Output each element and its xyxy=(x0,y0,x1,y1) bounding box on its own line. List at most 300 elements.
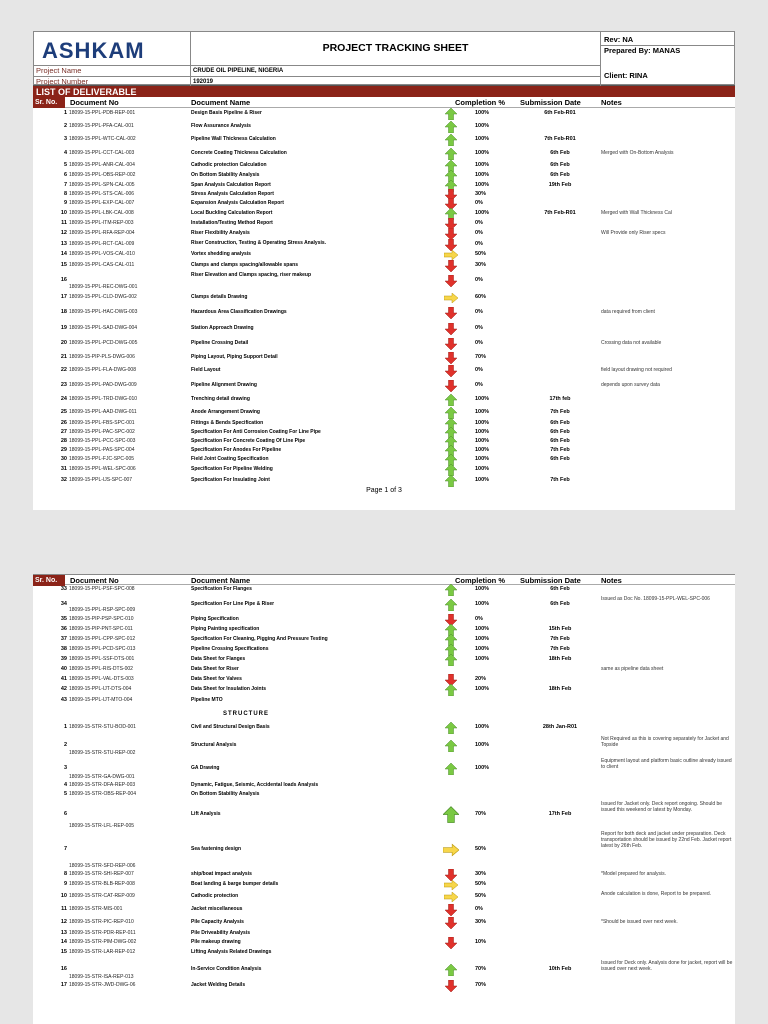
row-number: 8 xyxy=(63,871,67,877)
document-number: 18099-15-PPL-REC-DWG-001 xyxy=(69,284,138,290)
row-number: 20 xyxy=(60,339,67,346)
document-name: Piping Specification xyxy=(191,615,239,622)
document-number: 18099-15-PPL-PCC-SPC-003 xyxy=(69,437,136,444)
table-row xyxy=(33,735,735,757)
row-number: 7 xyxy=(63,846,67,852)
row-number: 37 xyxy=(60,636,67,642)
col-notes: Notes xyxy=(601,576,622,585)
completion-percent: 30% xyxy=(475,918,487,925)
row-number: 30 xyxy=(60,456,67,462)
document-number: 18099-15-PPL-HAC-DWG-003 xyxy=(69,309,138,315)
document-name: Pile Capacity Analysis xyxy=(191,918,244,925)
completion-percent: 100% xyxy=(475,656,490,662)
document-number: 18099-15-STR-OBS-REP-004 xyxy=(69,791,136,797)
completion-percent: 100% xyxy=(475,110,490,116)
table-row xyxy=(33,675,735,685)
row-number: 15 xyxy=(60,261,67,268)
document-name: Specification For Anodes For Pipeline xyxy=(191,446,282,453)
row-number: 21 xyxy=(60,353,67,360)
completion-percent: 0% xyxy=(475,367,483,373)
completion-percent: 0% xyxy=(475,240,483,247)
arrow-up-icon xyxy=(443,721,459,735)
table-row xyxy=(33,455,735,465)
row-number: 1 xyxy=(63,724,67,730)
row-number: 15 xyxy=(60,949,67,955)
arrow-down-icon xyxy=(443,305,459,321)
submission-date: 7th Feb xyxy=(550,409,570,415)
notes: Anode calculation is done, Report to be prepared. xyxy=(601,891,712,897)
col-document-name: Document Name xyxy=(191,98,251,107)
table-row xyxy=(33,890,735,904)
table-row xyxy=(33,959,735,981)
table-row xyxy=(33,336,735,351)
arrow-down-icon xyxy=(443,229,459,239)
document-number: 18099-15-PIP-PNT-SPC-011 xyxy=(69,626,133,632)
document-name: Civil and Structural Design Basis xyxy=(191,724,270,730)
col-notes: Notes xyxy=(601,98,622,107)
table-row xyxy=(33,880,735,890)
row-number: 40 xyxy=(60,666,67,672)
completion-percent: 50% xyxy=(475,846,487,852)
submission-date: 7th Feb xyxy=(550,646,570,652)
document-number: 18099-15-PPL-RFA-REP-004 xyxy=(69,230,135,236)
table-row xyxy=(33,614,735,625)
document-name: Specification For Anti Corrosion Coating For Line Pipe xyxy=(191,429,321,435)
table-row xyxy=(33,321,735,336)
column-header-row xyxy=(33,97,735,108)
document-number: 18099-15-STR-PIM-DWG-002 xyxy=(69,938,137,945)
arrow-up-icon xyxy=(443,475,459,487)
document-name: Pipeline MTO xyxy=(191,697,223,703)
completion-percent: 70% xyxy=(475,353,487,360)
table-row xyxy=(33,351,735,364)
submission-date: 6th Feb xyxy=(550,419,570,426)
col-document-no: Document No xyxy=(70,576,119,585)
submission-date: 19th Feb xyxy=(548,181,572,188)
table-row xyxy=(33,120,735,133)
completion-percent: 0% xyxy=(475,230,483,236)
col-sr-no: Sr. No. xyxy=(33,575,65,586)
completion-percent: 100% xyxy=(475,396,490,402)
document-number: 18099-15-PPL-VOS-CAL-010 xyxy=(69,251,135,257)
completion-percent: 50% xyxy=(475,881,487,887)
document-name: Pipeline Crossing Specifications xyxy=(191,646,269,652)
completion-percent: 100% xyxy=(475,419,490,426)
table-row xyxy=(33,219,735,229)
table-row xyxy=(33,393,735,407)
table-row xyxy=(33,133,735,147)
table-row xyxy=(33,446,735,455)
document-name: Data Sheet for Insulation Joints xyxy=(191,686,267,692)
document-number: 18099-15-PPL-OBS-REP-002 xyxy=(69,172,136,178)
table-row xyxy=(33,305,735,321)
table-row xyxy=(33,260,735,271)
arrow-up-icon xyxy=(443,108,459,120)
completion-percent: 50% xyxy=(475,893,487,899)
completion-percent: 100% xyxy=(475,686,490,692)
project-name-label: Project Name xyxy=(34,66,191,76)
document-name: Specification For Cleaning, Pigging And Pressure Testing xyxy=(191,636,328,642)
table-row xyxy=(33,830,735,870)
document-number: 18099-15-PPL-LBK-CAL-008 xyxy=(69,210,134,216)
document-name: Station Approach Drawing xyxy=(191,324,254,331)
notes: Merged with Wall Thickness Cal xyxy=(601,210,672,216)
arrow-down-icon xyxy=(443,321,459,336)
table-row xyxy=(33,161,735,171)
document-name: Anode Arrangement Drawing xyxy=(191,409,260,415)
document-name: Flow Assurance Analysis xyxy=(191,122,251,129)
document-number: 18099-15-STR-BLB-REP-008 xyxy=(69,881,135,887)
table-row xyxy=(33,635,735,645)
arrow-up-icon xyxy=(443,393,459,407)
notes: Equipment layout and platform basic outline already issued to client xyxy=(601,758,732,770)
row-number: 4 xyxy=(63,150,67,156)
row-number: 14 xyxy=(60,938,67,945)
col-document-no: Document No xyxy=(70,98,119,107)
prepared-by: Prepared By: MANAS xyxy=(604,46,681,55)
completion-percent: 0% xyxy=(475,309,483,315)
arrow-down-icon xyxy=(443,378,459,393)
row-number: 2 xyxy=(63,742,67,748)
document-number: 18099-15-PPL-SSF-DTS-001 xyxy=(69,656,135,662)
document-name: Design Basis Pipeline & Riser xyxy=(191,110,262,116)
table-row xyxy=(33,171,735,181)
row-number: 36 xyxy=(60,626,67,632)
row-number: 42 xyxy=(60,686,67,692)
row-number: 6 xyxy=(63,172,67,178)
arrow-down-icon xyxy=(443,915,459,930)
arrow-right-icon xyxy=(443,880,459,890)
arrow-up-icon xyxy=(443,147,459,161)
table-row xyxy=(33,239,735,250)
completion-percent: 100% xyxy=(475,765,490,771)
document-number: 18099-15-PPL-RIS-DTS-002 xyxy=(69,666,133,672)
row-number: 27 xyxy=(60,428,67,435)
arrow-down-icon xyxy=(443,351,459,364)
document-number: 18099-15-PPL-RSP-SPC-009 xyxy=(69,607,136,613)
document-name: Dynamic, Fatigue, Seismic, Accidental loads Analysis xyxy=(191,782,319,788)
notes: Issued as Doc No. 18099-15-PPL-WEL-SPC-006 xyxy=(601,596,710,602)
document-number: 18099-15-PPL-PFA-CAL-001 xyxy=(69,122,134,129)
row-number: 11 xyxy=(61,905,67,912)
document-number: 18099-15-PPL-PAD-DWG-009 xyxy=(69,381,137,388)
row-number: 24 xyxy=(60,396,67,402)
section-heading-row xyxy=(33,707,735,721)
completion-percent: 60% xyxy=(475,294,487,300)
arrow-down-icon xyxy=(443,364,459,378)
document-number: 18099-15-STR-SHI-REP-007 xyxy=(69,871,134,877)
completion-percent: 100% xyxy=(475,122,490,129)
document-number: 18099-15-STR-LFL-REP-005 xyxy=(69,823,135,829)
document-name: Clamps and clamps spacing/allowable spans xyxy=(191,261,298,268)
submission-date: 6th Feb xyxy=(550,600,570,607)
completion-percent: 30% xyxy=(475,261,487,268)
completion-percent: 100% xyxy=(475,437,490,444)
row-number: 9 xyxy=(63,200,67,206)
notes: same as pipeline data sheet xyxy=(601,666,664,672)
table-row xyxy=(33,585,735,595)
table-row xyxy=(33,781,735,790)
document-number: 18099-15-PPL-TRD-DWG-010 xyxy=(69,396,138,402)
row-number: 10 xyxy=(60,210,67,216)
table-row xyxy=(33,378,735,393)
completion-percent: 100% xyxy=(475,724,490,730)
row-number: 7 xyxy=(63,181,67,188)
row-number: 13 xyxy=(60,240,67,247)
document-number: 18099-15-PPL-RCT-CAL-009 xyxy=(69,240,135,247)
empty-status-icon xyxy=(443,695,459,707)
document-number: 18099-15-PIP-PLS-DWG-006 xyxy=(69,353,135,360)
table-row xyxy=(33,419,735,428)
arrow-down-icon xyxy=(443,981,459,991)
table-row xyxy=(33,790,735,800)
row-number: 12 xyxy=(60,230,67,236)
row-number: 5 xyxy=(63,162,67,168)
document-number: 18099-15-PPL-AAD-DWG-011 xyxy=(69,409,137,415)
row-number: 19 xyxy=(60,324,67,331)
document-number: 18099-15-STR-PDR-REP-011 xyxy=(69,930,136,936)
table-row xyxy=(33,108,735,120)
submission-date: 18th Feb xyxy=(548,656,572,662)
empty-status-icon xyxy=(443,947,459,959)
document-number: 18099-15-PPL-CPP-SPC-012 xyxy=(69,636,136,642)
table-row xyxy=(33,800,735,830)
document-name: Pipeline Wall Thickness Calculation xyxy=(191,136,276,142)
document-number: 18099-15-PPL-PDB-REP-001 xyxy=(69,110,136,116)
document-name: Data Sheet for Valves xyxy=(191,676,242,682)
col-completion: Completion % xyxy=(455,98,505,107)
document-name: Structural Analysis xyxy=(191,742,237,748)
completion-percent: 0% xyxy=(475,200,483,206)
document-number: 18099-15-PPL-CLD-DWG-002 xyxy=(69,294,137,300)
table-row xyxy=(33,291,735,305)
document-name: Trenching detail drawing xyxy=(191,396,250,402)
document-name: Pipeline Crossing Detail xyxy=(191,339,249,346)
arrow-up-icon xyxy=(443,585,459,595)
row-number: 16 xyxy=(60,966,67,972)
document-number: 18099-15-PPL-FJC-SPC-005 xyxy=(69,456,135,462)
document-number: 18099-15-STR-PIC-REP-010 xyxy=(69,918,134,925)
completion-percent: 100% xyxy=(475,586,490,592)
empty-status-icon xyxy=(443,707,459,721)
arrow-down-icon xyxy=(443,904,459,915)
arrow-down-icon xyxy=(443,938,459,947)
sheet-page-1 xyxy=(33,31,735,510)
document-number: 18099-15-STR-ISA-REP-013 xyxy=(69,974,134,980)
submission-date: 6th Feb xyxy=(550,162,570,168)
notes: data required from client xyxy=(601,309,655,315)
project-number-value: 192019 xyxy=(191,76,601,86)
document-name: Clamps details Drawing xyxy=(191,294,248,300)
submission-date: 6th Feb xyxy=(550,150,570,156)
notes: Not Required as this is covering separately for Jacket and Topside xyxy=(601,736,729,748)
document-name: Data Sheet for Flanges xyxy=(191,656,246,662)
col-completion: Completion % xyxy=(455,576,505,585)
document-name: Hazardous Area Classification Drawings xyxy=(191,309,287,315)
completion-percent: 100% xyxy=(475,162,490,168)
table-row xyxy=(33,695,735,707)
submission-date: 7th Feb xyxy=(550,636,570,642)
revision: Rev: NA xyxy=(601,35,735,46)
document-name: Piping Painting specification xyxy=(191,626,260,632)
document-name: Riser Construction, Testing & Operating Stress Analysis. xyxy=(191,240,327,246)
col-submission-date: Submission Date xyxy=(520,576,581,585)
page-title: PROJECT TRACKING SHEET xyxy=(191,32,601,66)
document-number: 18099-15-PPL-WTC-CAL-002 xyxy=(69,136,136,142)
document-number: 18099-15-PPL-PCD-SPC-013 xyxy=(69,646,136,652)
document-name: Riser Flexibility Analysis xyxy=(191,230,250,236)
completion-percent: 100% xyxy=(475,210,490,216)
document-name: STRUCTURE xyxy=(223,711,269,717)
row-number: 25 xyxy=(60,409,67,415)
document-number: 18099-15-STR-STU-BOD-001 xyxy=(69,724,136,730)
table-row xyxy=(33,475,735,487)
row-number: 1 xyxy=(63,110,67,116)
document-number: 18099-15-STR-MIS-001 xyxy=(69,905,123,912)
project-name-value: CRUDE OIL PIPELINE, NIGERIA xyxy=(191,66,601,76)
arrow-up-icon xyxy=(443,757,459,781)
document-number: 18099-15-PPL-SAD-DWG-004 xyxy=(69,324,138,331)
completion-percent: 70% xyxy=(475,811,487,817)
table-row xyxy=(33,595,735,614)
row-number: 16 xyxy=(60,277,67,283)
row-number: 14 xyxy=(60,251,67,257)
table-row xyxy=(33,209,735,219)
table-row xyxy=(33,181,735,190)
notes: Merged with On-Bottom Analysis xyxy=(601,150,674,156)
document-number: 18099-15-PPL-PCD-DWG-005 xyxy=(69,339,138,346)
table-row xyxy=(33,757,735,781)
document-name: Jacket Welding Details xyxy=(191,982,246,988)
submission-date: 7th Feb-R01 xyxy=(544,210,576,216)
row-number: 8 xyxy=(63,190,67,197)
document-number: 18099-15-PPL-IJT-MTO-004 xyxy=(69,697,133,703)
revision-block xyxy=(601,32,735,66)
document-number: 18099-15-PPL-PSF-SPC-008 xyxy=(69,586,135,592)
col-document-name: Document Name xyxy=(191,576,251,585)
completion-percent: 100% xyxy=(475,646,490,652)
completion-percent: 0% xyxy=(475,615,483,622)
completion-percent: 100% xyxy=(475,477,490,483)
document-name: Installation/Testing Method Report xyxy=(191,220,273,226)
document-name: In-Service Condition Analysis xyxy=(191,966,262,972)
document-name: Sea fastening design xyxy=(191,846,242,852)
notes: Report for both deck and jacket under preparation. Deck transportation should be issued by 22nd Feb. Jacket report latest by 26th Feb. xyxy=(601,831,732,849)
table-row xyxy=(33,625,735,635)
row-number: 11 xyxy=(61,220,67,226)
document-name: Field Joint Coating Specification xyxy=(191,456,269,462)
row-number: 32 xyxy=(60,477,67,483)
document-name: GA Drawing xyxy=(191,765,220,771)
completion-percent: 100% xyxy=(475,428,490,435)
document-name: Expansion Analysis Calculation Report xyxy=(191,200,284,206)
completion-percent: 100% xyxy=(475,600,490,607)
arrow-up-icon xyxy=(443,465,459,475)
completion-percent: 0% xyxy=(475,381,483,388)
table-row xyxy=(33,645,735,655)
row-number: 22 xyxy=(60,367,67,373)
document-name: Span Analysis Calculation Report xyxy=(191,181,271,188)
document-name: Pipeline Alignment Drawing xyxy=(191,381,257,388)
table-row xyxy=(33,407,735,419)
document-name: Field Layout xyxy=(191,367,221,373)
document-number: 18099-15-PPL-IJT-DTS-004 xyxy=(69,686,132,692)
document-name: Pile makeup drawing xyxy=(191,938,241,945)
completion-percent: 20% xyxy=(475,676,487,682)
table-row xyxy=(33,199,735,209)
table-row xyxy=(33,904,735,915)
document-name: Stress Analysis Calculation Report xyxy=(191,190,274,197)
row-number: 2 xyxy=(63,122,67,129)
arrow-right-icon xyxy=(443,830,459,870)
document-name: Specification For Insulating Joint xyxy=(191,477,270,483)
arrow-right-icon xyxy=(443,250,459,260)
submission-date: 7th Feb-R01 xyxy=(544,136,576,142)
document-name: Cathodic protection Calculation xyxy=(191,162,267,168)
document-number: 18099-15-STR-LAR-REP-012 xyxy=(69,949,136,955)
deliverables-table-page-1 xyxy=(33,108,735,487)
notes: depends upon survey data xyxy=(601,381,660,388)
page-footer: Page 1 of 3 xyxy=(366,487,402,494)
document-number: 18099-15-PPL-VAL-DTS-003 xyxy=(69,676,134,682)
document-name: Specification For Concrete Coating Of Line Pipe xyxy=(191,438,306,444)
empty-status-icon xyxy=(443,790,459,800)
table-row xyxy=(33,364,735,378)
row-number: 12 xyxy=(60,918,67,925)
table-row xyxy=(33,930,735,938)
document-number: 18099-15-PPL-ITM-REP-003 xyxy=(69,220,134,226)
document-name: Vortex shedding analysis xyxy=(191,251,251,257)
document-number: 18099-15-PPL-EXP-CAL-007 xyxy=(69,200,135,206)
document-number: 18099-15-PIP-PSP-SPC-010 xyxy=(69,615,134,622)
submission-date: 7th Feb xyxy=(550,446,570,453)
completion-percent: 0% xyxy=(475,339,483,346)
table-row xyxy=(33,721,735,735)
deliverables-table-page-2 xyxy=(33,585,735,991)
row-number: 38 xyxy=(60,646,67,652)
document-name: Riser Elevation and Clamps spacing, riser makeup xyxy=(191,272,312,278)
document-number: 18099-15-PPL-WEL-SPC-006 xyxy=(69,466,136,472)
document-name: Data Sheet for Riser xyxy=(191,666,239,672)
completion-percent: 100% xyxy=(475,742,490,748)
submission-date: 6th Feb xyxy=(550,456,570,462)
document-number: 18099-15-PPL-STS-CAL-006 xyxy=(69,190,135,197)
arrow-down-icon xyxy=(443,336,459,351)
project-number-label: Project Number xyxy=(34,76,191,86)
completion-percent: 100% xyxy=(475,150,490,156)
completion-percent: 0% xyxy=(475,905,483,912)
document-name: On Bottom Stability Analysis xyxy=(191,172,260,178)
arrow-down-icon xyxy=(443,239,459,250)
document-number: 18099-15-PPL-ANR-CAL-004 xyxy=(69,162,135,168)
row-number: 17 xyxy=(60,982,67,988)
arrow-right-icon xyxy=(443,890,459,904)
row-number: 35 xyxy=(60,615,67,622)
col-sr-no: Sr. No. xyxy=(33,97,65,108)
document-number: 18099-15-PPL-IJS-SPC-007 xyxy=(69,477,133,483)
document-name: Boat landing & barge bumper details xyxy=(191,881,279,887)
document-name: Specification For Flanges xyxy=(191,586,252,592)
table-row xyxy=(33,437,735,446)
completion-percent: 100% xyxy=(475,636,490,642)
submission-date: 28th Jan-R01 xyxy=(542,724,578,730)
document-name: Lift Analysis xyxy=(191,811,221,817)
document-name: On Bottom Stability Analysis xyxy=(191,791,260,797)
submission-date: 6th Feb xyxy=(550,437,570,444)
submission-date: 7th Feb xyxy=(550,477,570,483)
row-number: 28 xyxy=(60,437,67,444)
document-name: ship/boat impact analysis xyxy=(191,871,252,877)
